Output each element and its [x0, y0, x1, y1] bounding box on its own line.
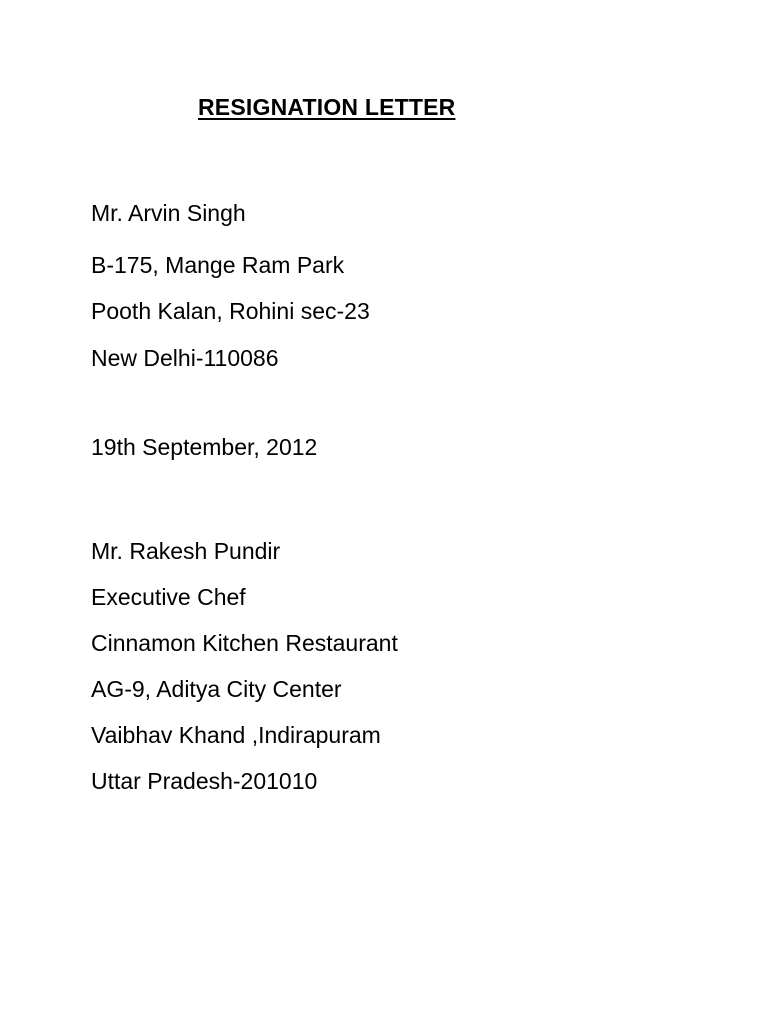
recipient-address-line1: AG-9, Aditya City Center: [91, 676, 342, 702]
letter-title: RESIGNATION LETTER: [198, 94, 456, 120]
sender-address-line2: Pooth Kalan, Rohini sec-23: [91, 298, 370, 324]
letter-date: 19th September, 2012: [91, 434, 318, 460]
sender-name: Mr. Arvin Singh: [91, 200, 246, 226]
sender-address-line3: New Delhi-110086: [91, 345, 279, 371]
recipient-address-line3: Uttar Pradesh-201010: [91, 768, 318, 794]
recipient-address-line2: Vaibhav Khand ,Indirapuram: [91, 722, 381, 748]
recipient-name: Mr. Rakesh Pundir: [91, 538, 281, 564]
recipient-designation: Executive Chef: [91, 584, 246, 610]
sender-address-line1: B-175, Mange Ram Park: [91, 252, 345, 278]
recipient-company: Cinnamon Kitchen Restaurant: [91, 630, 398, 656]
